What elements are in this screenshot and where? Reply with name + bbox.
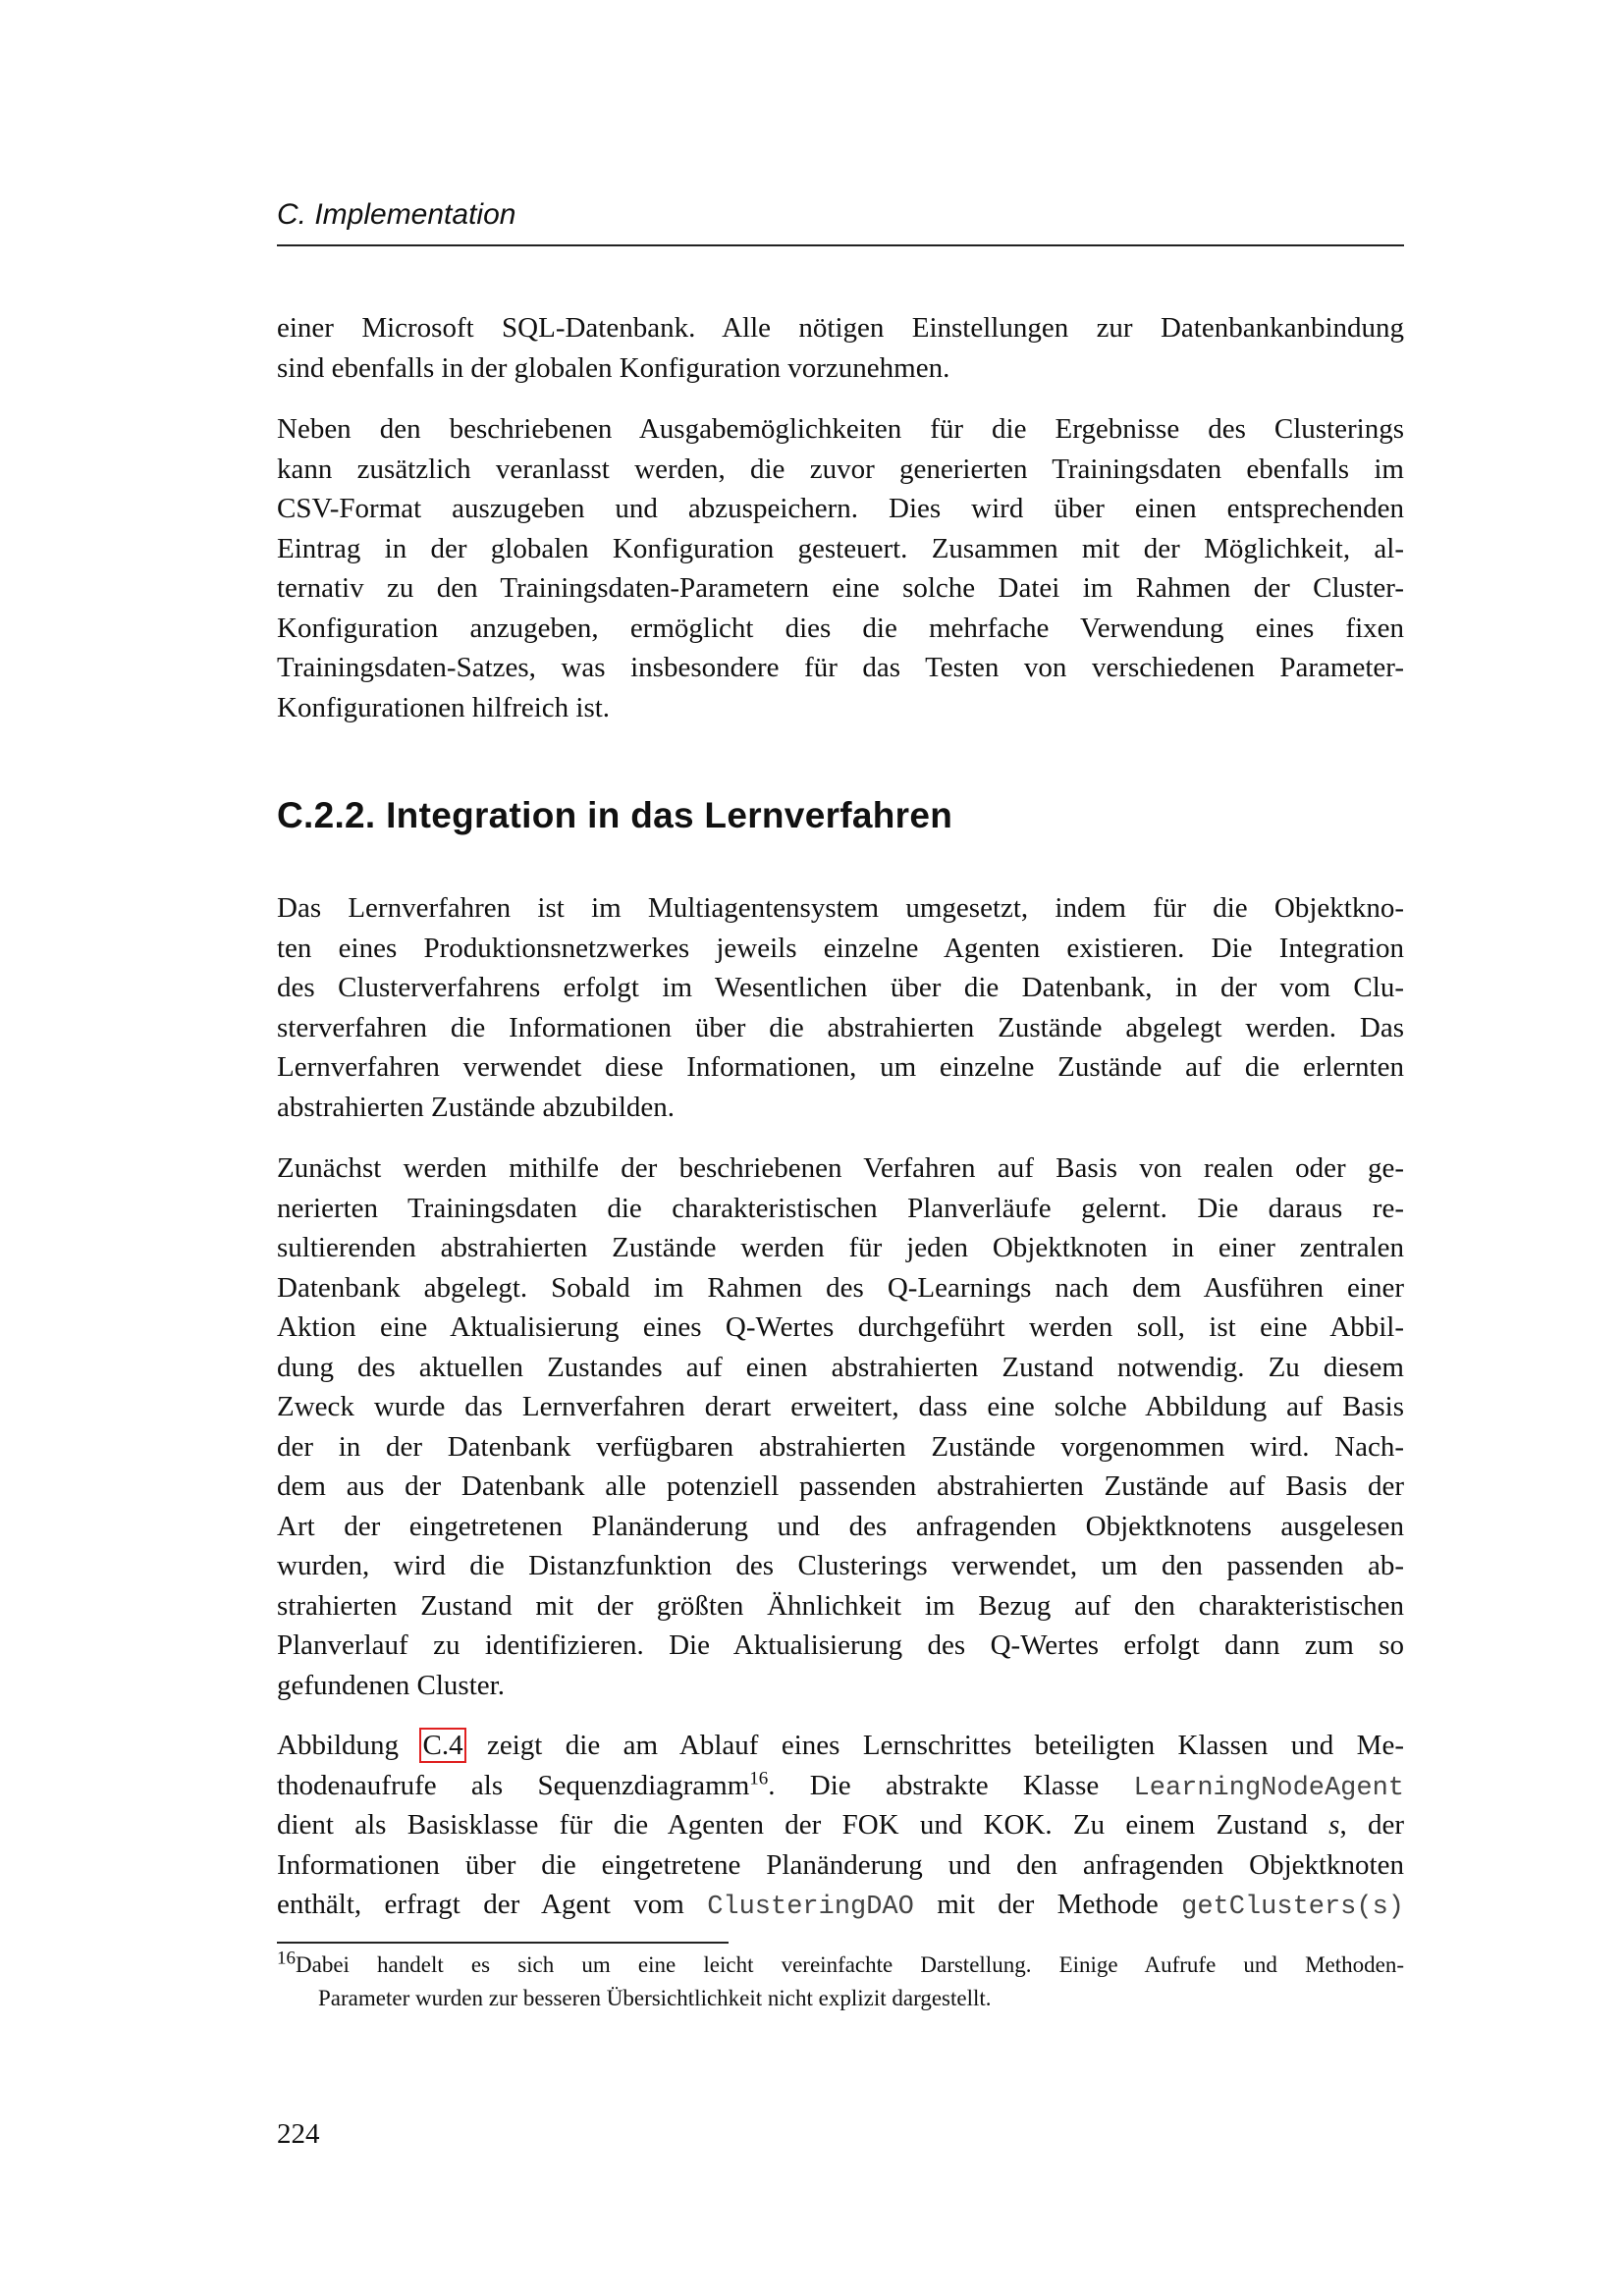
footnote-rule	[277, 1942, 729, 1944]
text-segment: zeigt die am Ablauf eines Lernschrittes beteiligten Klassen und Me-	[463, 1730, 1404, 1761]
section-heading: C.2.2. Integration in das Lernverfahren	[277, 795, 953, 835]
text-line: sterverfahren die Informationen über die abstrahierten Zustände abgelegt werden. Das	[277, 1011, 1404, 1043]
text-line: Planverlauf zu identifizieren. Die Aktualisierung des Q-Wertes erfolgt dann zum so	[277, 1629, 1404, 1661]
inline-code: getClusters(s)	[1181, 1893, 1404, 1922]
page-number: 224	[277, 2118, 320, 2150]
text-line: nerierten Trainingsdaten die charakteristischen Planverläufe gelernt. Die daraus re-	[277, 1192, 1404, 1224]
paragraph	[277, 1726, 1404, 1925]
text-line: kann zusätzlich veranlasst werden, die zuvor generierten Trainingsdaten ebenfalls im	[277, 453, 1404, 485]
text-line: ternativ zu den Trainingsdaten-Parametern eine solche Datei im Rahmen der Cluster-	[277, 572, 1404, 604]
footnote-line	[277, 1949, 1404, 1982]
text-line: abstrahierten Zustände abzubilden.	[277, 1091, 676, 1123]
text-line: wurden, wird die Distanzfunktion des Clusterings verwendet, um den passenden ab-	[277, 1550, 1404, 1581]
text-line: Art der eingetretenen Planänderung und des anfragenden Objektknotens ausgelesen	[277, 1510, 1404, 1542]
text-line	[277, 1805, 1404, 1845]
paragraph	[277, 1148, 1404, 1705]
text-segment: Informationen über die eingetretene Planänderung und den anfragenden Objektknoten	[277, 1848, 1404, 1881]
text-line: gefundenen Cluster.	[277, 1669, 505, 1701]
text-line: dung des aktuellen Zustandes auf einen abstrahierten Zustand notwendig. Zu diesem	[277, 1351, 1404, 1383]
text-segment: dient als Basisklasse für die Agenten der FOK und KOK. Zu einem Zustand	[277, 1809, 1329, 1841]
text-line: Lernverfahren verwendet diese Informationen, um einzelne Zustände auf die erlernten	[277, 1051, 1404, 1083]
text-line: dem aus der Datenbank alle potenziell passenden abstrahierten Zustände auf Basis der	[277, 1470, 1404, 1502]
text-line: Konfiguration anzugeben, ermöglicht dies die mehrfache Verwendung eines fixen	[277, 612, 1404, 644]
paragraph	[277, 409, 1404, 727]
text-line: sind ebenfalls in der globalen Konfiguration vorzunehmen.	[277, 351, 950, 384]
text-line: Eintrag in der globalen Konfiguration gesteuert. Zusammen mit der Möglichkeit, al-	[277, 532, 1404, 564]
text-segment: mit der Methode	[913, 1889, 1182, 1920]
text-line: sultierenden abstrahierten Zustände werden für jeden Objektknoten in einer zentralen	[277, 1232, 1404, 1263]
footnote-text: Dabei handelt es sich um eine leicht vereinfachte Darstellung. Einige Aufrufe und Methoden-	[296, 1952, 1404, 1977]
text-segment: thodenaufrufe als Sequenzdiagramm	[277, 1769, 750, 1801]
running-header: C. Implementation	[277, 198, 516, 231]
text-segment: , der	[1339, 1809, 1404, 1841]
text-line: Zunächst werden mithilfe der beschriebenen Verfahren auf Basis von realen oder ge-	[277, 1152, 1404, 1184]
text-line	[277, 1845, 1404, 1886]
footnote	[277, 1949, 1404, 2015]
header-rule	[277, 244, 1404, 246]
inline-code: ClusteringDAO	[707, 1893, 914, 1922]
text-line	[277, 1885, 1404, 1925]
figure-reference-link[interactable]: C.4	[422, 1730, 463, 1761]
text-line: strahierten Zustand mit der größten Ähnlichkeit im Bezug auf den charakteristischen	[277, 1589, 1404, 1622]
text-line: Datenbank abgelegt. Sobald im Rahmen des Q-Learnings nach dem Ausführen einer	[277, 1271, 1404, 1304]
text-segment: enthält, erfragt der Agent vom	[277, 1889, 708, 1920]
footnote-line: Parameter wurden zur besseren Übersichtlichkeit nicht explizit dargestellt.	[318, 1986, 992, 2010]
math-variable: s	[1328, 1809, 1340, 1841]
paragraph	[277, 888, 1404, 1127]
text-segment: Abbildung	[277, 1730, 422, 1761]
text-segment: . Die abstrakte Klasse	[768, 1769, 1134, 1801]
text-line: des Clusterverfahrens erfolgt im Wesentlichen über die Datenbank, in der vom Clu-	[277, 972, 1404, 1003]
text-line: Konfigurationen hilfreich ist.	[277, 691, 611, 723]
text-line: der in der Datenbank verfügbaren abstrahierten Zustände vorgenommen wird. Nach-	[277, 1430, 1404, 1463]
footnote-mark: 16	[277, 1948, 296, 1969]
text-line: Das Lernverfahren ist im Multiagentensystem umgesetzt, indem für die Objektkno-	[277, 892, 1404, 924]
text-line: ten eines Produktionsnetzwerkes jeweils einzelne Agenten existieren. Die Integration	[277, 932, 1404, 964]
text-line: Zweck wurde das Lernverfahren derart erweitert, dass eine solche Abbildung auf Basis	[277, 1391, 1404, 1422]
paragraph	[277, 308, 1404, 388]
text-line	[277, 1766, 1404, 1806]
text-line: Aktion eine Aktualisierung eines Q-Wertes durchgeführt werden soll, ist eine Abbil-	[277, 1311, 1404, 1343]
footnote-reference[interactable]: 16	[749, 1767, 769, 1789]
text-line: Neben den beschriebenen Ausgabemöglichkeiten für die Ergebnisse des Clusterings	[277, 413, 1404, 445]
inline-code: LearningNodeAgent	[1133, 1773, 1404, 1803]
text-line: CSV-Format auszugeben und abzuspeichern. Dies wird über einen entsprechenden	[277, 493, 1404, 524]
text-line: Trainingsdaten-Satzes, was insbesondere für das Testen von verschiedenen Parameter-	[277, 652, 1404, 683]
text-line	[277, 1726, 1404, 1766]
text-line: einer Microsoft SQL-Datenbank. Alle nötigen Einstellungen zur Datenbankanbindung	[277, 312, 1404, 344]
